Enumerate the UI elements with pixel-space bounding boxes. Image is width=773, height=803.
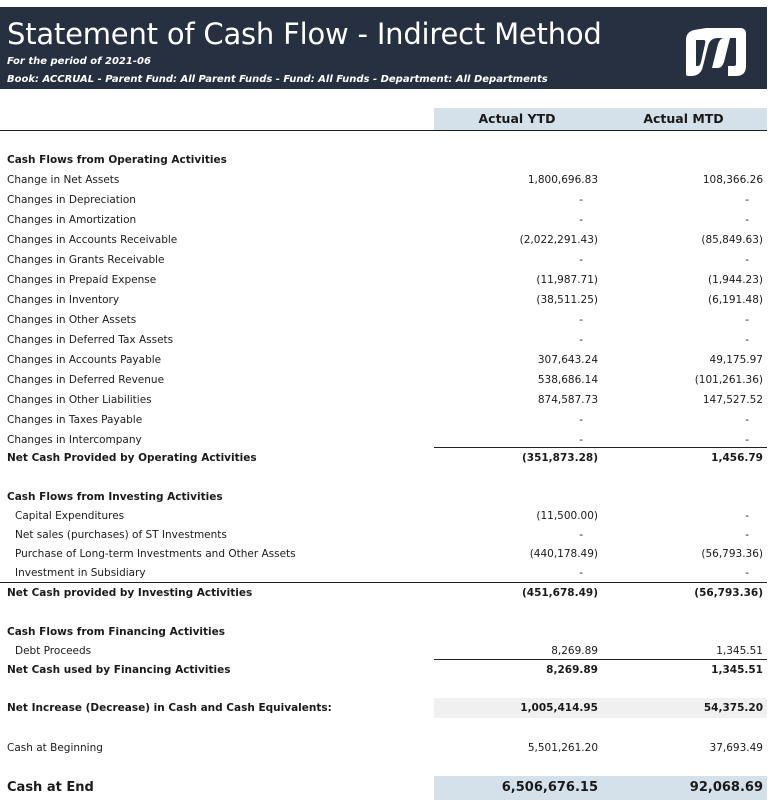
- table-row: [0, 563, 773, 583]
- value-mtd: 1,456.79: [711, 452, 763, 464]
- table-row: [0, 350, 773, 370]
- value-ytd: 874,587.73: [537, 394, 598, 406]
- row-label: Changes in Intercompany: [7, 434, 142, 446]
- table-row: [0, 310, 773, 330]
- report-period: For the period of 2021-06: [7, 56, 151, 67]
- table-row: [0, 330, 773, 350]
- table-row: [0, 210, 773, 230]
- value-mtd: -: [745, 194, 749, 206]
- value-ytd: 1,800,696.83: [527, 174, 598, 186]
- row-label: Net Cash Provided by Operating Activities: [7, 452, 257, 464]
- value-ytd: 8,269.89: [546, 664, 598, 676]
- cash-end-row: [0, 778, 773, 798]
- value-mtd: 54,375.20: [703, 702, 763, 714]
- section-heading: Cash Flows from Operating Activities: [7, 154, 227, 166]
- row-label: Cash at Beginning: [7, 742, 103, 754]
- value-ytd: 1,005,414.95: [520, 702, 598, 714]
- value-ytd: -: [579, 194, 583, 206]
- total-operating: [0, 448, 773, 468]
- row-label: Net Cash used by Financing Activities: [7, 664, 231, 676]
- value-ytd: -: [579, 414, 583, 426]
- value-ytd: 8,269.89: [551, 645, 598, 657]
- value-mtd: 37,693.49: [709, 742, 763, 754]
- section-investing: [0, 487, 773, 507]
- value-ytd: -: [579, 529, 583, 541]
- value-mtd: (101,261.36): [694, 374, 763, 386]
- column-header-mtd: Actual MTD: [643, 111, 724, 126]
- table-row: [0, 190, 773, 210]
- value-mtd: -: [745, 334, 749, 346]
- section-operating: [0, 150, 773, 170]
- value-ytd: -: [579, 334, 583, 346]
- row-label: Changes in Amortization: [7, 214, 137, 226]
- value-mtd: (56,793.36): [694, 587, 763, 599]
- value-mtd: -: [745, 567, 749, 579]
- company-logo-icon: [684, 22, 748, 82]
- table-row: [0, 290, 773, 310]
- value-mtd: -: [745, 214, 749, 226]
- value-ytd: (451,678.49): [521, 587, 598, 599]
- value-mtd: 1,345.51: [716, 645, 763, 657]
- report-book-filter: Book: ACCRUAL - Parent Fund: All Parent Funds - Fund: All Funds - Department: All Departments: [7, 74, 548, 85]
- value-ytd: 6,506,676.15: [501, 780, 598, 795]
- table-row: [0, 410, 773, 430]
- table-row: [0, 170, 773, 190]
- row-label: Changes in Accounts Receivable: [7, 234, 178, 246]
- table-row: [0, 544, 773, 564]
- value-mtd: 108,366.26: [702, 174, 763, 186]
- section-financing: [0, 622, 773, 642]
- row-label: Net Cash provided by Investing Activities: [7, 587, 253, 599]
- value-ytd: (2,022,291.43): [519, 234, 598, 246]
- value-ytd: -: [579, 254, 583, 266]
- table-row: [0, 370, 773, 390]
- table-row: [0, 641, 773, 661]
- total-financing: [0, 660, 773, 680]
- row-label: Changes in Grants Receivable: [7, 254, 165, 266]
- value-ytd: (11,987.71): [536, 274, 598, 286]
- value-ytd: (11,500.00): [536, 510, 598, 522]
- row-label: Changes in Deferred Tax Assets: [7, 334, 174, 346]
- row-label: Changes in Other Liabilities: [7, 394, 152, 406]
- value-mtd: -: [745, 414, 749, 426]
- value-mtd: 49,175.97: [709, 354, 763, 366]
- row-label: Cash at End: [7, 780, 94, 795]
- value-ytd: (38,511.25): [536, 294, 598, 306]
- row-label: Capital Expenditures: [15, 510, 125, 522]
- column-header-ytd: Actual YTD: [434, 108, 600, 130]
- value-mtd: (56,793.36): [701, 548, 763, 560]
- row-label: Changes in Taxes Payable: [7, 414, 143, 426]
- table-row: [0, 525, 773, 545]
- value-ytd: (351,873.28): [521, 452, 598, 464]
- value-ytd: -: [579, 567, 583, 579]
- table-row: [0, 270, 773, 290]
- value-mtd: -: [745, 434, 749, 446]
- row-label: Changes in Prepaid Expense: [7, 274, 157, 286]
- value-mtd: -: [745, 314, 749, 326]
- table-row: [0, 250, 773, 270]
- value-mtd: (6,191.48): [708, 294, 763, 306]
- header-rule: [0, 130, 767, 131]
- value-mtd: -: [745, 510, 749, 522]
- net-increase-row: [0, 698, 773, 718]
- row-label: Changes in Depreciation: [7, 194, 136, 206]
- row-label: Investment in Subsidiary: [15, 567, 146, 579]
- value-ytd: -: [579, 434, 583, 446]
- row-label: Net sales (purchases) of ST Investments: [15, 529, 227, 541]
- value-ytd: 5,501,261.20: [527, 742, 598, 754]
- value-mtd: (1,944.23): [708, 274, 763, 286]
- cash-beginning-row: [0, 738, 773, 758]
- row-label: Changes in Inventory: [7, 294, 120, 306]
- value-ytd: 538,686.14: [537, 374, 598, 386]
- report-title: Statement of Cash Flow - Indirect Method: [7, 17, 602, 51]
- section-heading: Cash Flows from Investing Activities: [7, 491, 223, 503]
- section-heading: Cash Flows from Financing Activities: [7, 626, 225, 638]
- report-header: [0, 7, 767, 89]
- row-label: Change in Net Assets: [7, 174, 120, 186]
- value-ytd: (440,178.49): [529, 548, 598, 560]
- value-mtd: 1,345.51: [711, 664, 763, 676]
- value-ytd: -: [579, 314, 583, 326]
- table-row: [0, 230, 773, 250]
- value-mtd: -: [745, 254, 749, 266]
- row-label: Changes in Deferred Revenue: [7, 374, 165, 386]
- table-row: [0, 390, 773, 410]
- row-label: Debt Proceeds: [15, 645, 92, 657]
- row-label: Purchase of Long-term Investments and Other Assets: [15, 548, 296, 560]
- total-investing: [0, 583, 773, 603]
- value-ytd: 307,643.24: [537, 354, 598, 366]
- value-mtd: 92,068.69: [689, 780, 763, 795]
- value-mtd: (85,849.63): [701, 234, 763, 246]
- row-label: Net Increase (Decrease) in Cash and Cash Equivalents:: [7, 702, 332, 714]
- row-label: Changes in Other Assets: [7, 314, 137, 326]
- value-mtd: 147,527.52: [702, 394, 763, 406]
- value-ytd: -: [579, 214, 583, 226]
- table-row: [0, 506, 773, 526]
- value-mtd: -: [745, 529, 749, 541]
- row-label: Changes in Accounts Payable: [7, 354, 162, 366]
